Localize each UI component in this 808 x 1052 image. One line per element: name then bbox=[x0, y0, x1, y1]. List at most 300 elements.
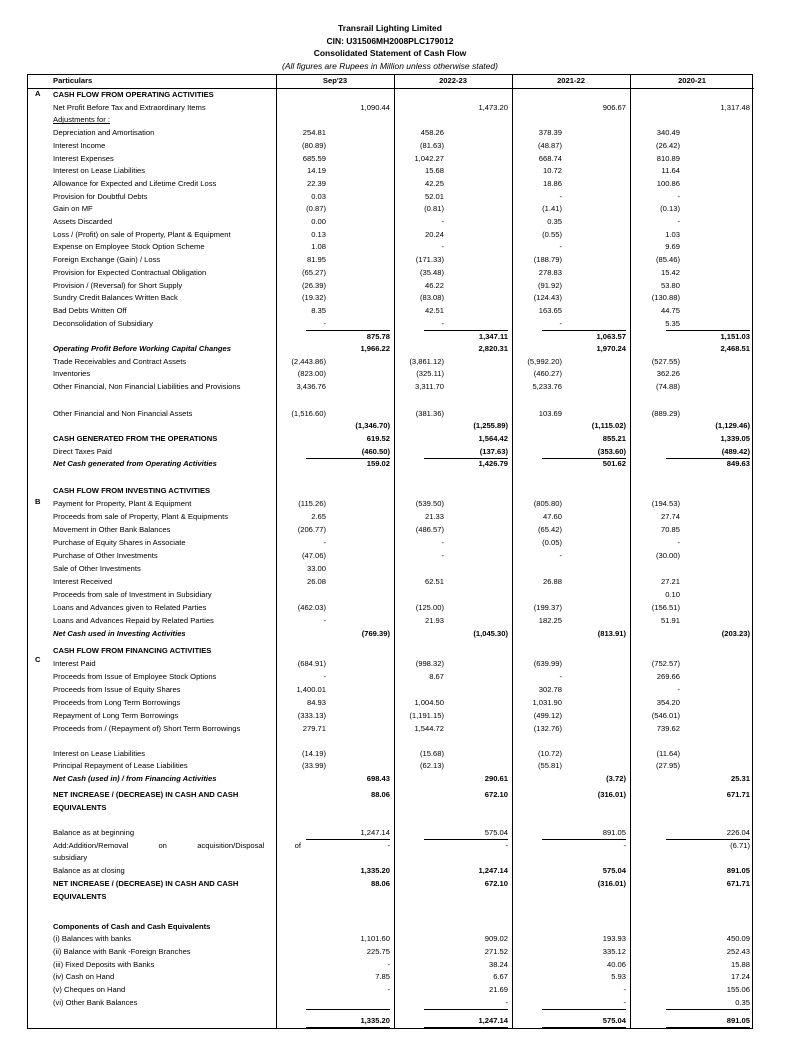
detail-value: 44.75 bbox=[660, 305, 680, 315]
detail-value: 11.64 bbox=[661, 166, 680, 176]
table-row bbox=[28, 802, 754, 815]
detail-value: (125.00) bbox=[415, 603, 444, 612]
column-header-particulars: Particulars bbox=[53, 76, 93, 85]
detail-value: (27.95) bbox=[655, 761, 680, 771]
total-value: 1,090.44 bbox=[360, 102, 390, 112]
detail-value: (546.01) bbox=[651, 711, 680, 720]
detail-value: (80.89) bbox=[301, 140, 326, 150]
detail-value: - bbox=[559, 242, 562, 252]
total-value: 15.88 bbox=[730, 959, 750, 969]
total-value: 1,101.60 bbox=[360, 934, 390, 944]
total-value: 21.69 bbox=[488, 985, 508, 994]
table-row bbox=[28, 921, 754, 934]
total-value: (489.42) bbox=[666, 446, 750, 459]
column-header-2021-22: 2021-22 bbox=[557, 76, 585, 85]
table-row bbox=[28, 420, 754, 433]
section-letter: C bbox=[35, 655, 41, 664]
total-value: - bbox=[623, 840, 626, 850]
detail-value: (26.42) bbox=[655, 140, 680, 150]
detail-value: (14.19) bbox=[301, 748, 326, 758]
detail-value: (0.55) bbox=[542, 229, 562, 239]
row-label: Proceeds from Long Term Borrowings bbox=[53, 698, 181, 707]
table-row bbox=[28, 628, 754, 641]
detail-value: - bbox=[677, 217, 680, 226]
detail-value: 668.74 bbox=[538, 153, 562, 163]
table-row bbox=[28, 254, 754, 267]
row-label: EQUIVALENTS bbox=[53, 802, 107, 812]
detail-value: (48.87) bbox=[537, 140, 562, 150]
detail-value: 739.62 bbox=[656, 724, 680, 733]
row-label: (vi) Other Bank Balances bbox=[53, 998, 138, 1007]
detail-value: 3,311.70 bbox=[415, 382, 444, 392]
row-label: (iv) Cash on Hand bbox=[53, 972, 115, 982]
section-letter: A bbox=[35, 89, 41, 98]
row-label: Interest Received bbox=[53, 577, 113, 586]
total-value: 271.52 bbox=[484, 946, 508, 956]
row-label: NET INCREASE / (DECREASE) IN CASH AND CASH bbox=[53, 878, 239, 888]
detail-value: - bbox=[323, 672, 326, 681]
detail-value: 81.95 bbox=[306, 255, 326, 265]
total-value: 891.05 bbox=[542, 827, 626, 840]
detail-value: (156.51) bbox=[651, 603, 680, 612]
total-value: 501.62 bbox=[602, 459, 626, 469]
total-value: - bbox=[424, 997, 508, 1010]
detail-value: 0.10 bbox=[665, 590, 680, 599]
detail-value: (30.00) bbox=[655, 551, 680, 560]
total-value: (6.71) bbox=[730, 840, 750, 850]
row-label: Allowance for Expected and Lifetime Credit Loss bbox=[53, 178, 217, 188]
row-label: CASH FLOW FROM INVESTING ACTIVITIES bbox=[53, 486, 211, 495]
detail-value: 100.86 bbox=[656, 178, 680, 188]
total-value: 875.78 bbox=[306, 330, 390, 343]
detail-value: 27.74 bbox=[660, 512, 680, 521]
total-value: 1,247.14 bbox=[478, 866, 508, 876]
total-value: 891.05 bbox=[726, 866, 750, 876]
table-row bbox=[28, 524, 754, 537]
total-value: 1,564.42 bbox=[478, 433, 508, 443]
row-label: (i) Balances with banks bbox=[53, 934, 132, 944]
total-value bbox=[306, 997, 390, 1010]
table-row bbox=[28, 458, 754, 471]
table-row bbox=[28, 645, 754, 658]
total-value: 290.61 bbox=[484, 773, 508, 783]
row-label: Gain on MF bbox=[53, 204, 93, 214]
table-row bbox=[28, 589, 754, 602]
table-row bbox=[28, 615, 754, 628]
table-row bbox=[28, 671, 754, 684]
detail-value: 278.83 bbox=[538, 267, 562, 277]
table-row bbox=[28, 408, 754, 421]
total-value: 672.10 bbox=[484, 878, 508, 888]
row-label: Payment for Property, Plant & Equipment bbox=[53, 499, 192, 508]
total-value: 1,335.20 bbox=[306, 1015, 390, 1028]
detail-value: (62.13) bbox=[419, 761, 444, 771]
total-value: 6.67 bbox=[493, 972, 508, 982]
table-row bbox=[28, 280, 754, 293]
detail-value: 3,436.76 bbox=[296, 382, 326, 392]
table-row bbox=[28, 684, 754, 697]
detail-value: (3,861.12) bbox=[409, 356, 444, 366]
table-row bbox=[28, 127, 754, 140]
total-value: (3.72) bbox=[606, 773, 626, 783]
detail-value: 26.88 bbox=[542, 577, 562, 586]
detail-value: 103.69 bbox=[538, 408, 562, 418]
row-label: EQUIVALENTS bbox=[53, 891, 107, 901]
total-value: 335.12 bbox=[602, 946, 626, 956]
detail-value: - bbox=[677, 538, 680, 547]
detail-value: (199.37) bbox=[533, 603, 562, 612]
table-row bbox=[28, 840, 754, 853]
detail-value: 254.81 bbox=[302, 128, 326, 138]
detail-value: 362.26 bbox=[656, 369, 680, 379]
total-value: 575.04 bbox=[424, 827, 508, 840]
detail-value: 2.65 bbox=[311, 512, 326, 521]
row-label: Trade Receivables and Contract Assets bbox=[53, 356, 187, 366]
table-row bbox=[28, 602, 754, 615]
total-value: 1,247.14 bbox=[306, 827, 390, 840]
statement-title: Consolidated Statement of Cash Flow bbox=[313, 48, 467, 58]
table-row bbox=[28, 267, 754, 280]
row-label: Proceeds from sale of Property, Plant & Equipments bbox=[53, 512, 229, 521]
total-value: (1,115.02) bbox=[591, 421, 626, 431]
table-row bbox=[28, 229, 754, 242]
total-value: 25.31 bbox=[730, 773, 750, 783]
detail-value: (823.00) bbox=[297, 369, 326, 379]
row-label: Net Profit Before Tax and Extraordinary Items bbox=[53, 102, 206, 112]
detail-value: 182.25 bbox=[538, 616, 562, 625]
table-row bbox=[28, 773, 754, 786]
row-label: Net Cash used in Investing Activities bbox=[53, 629, 186, 638]
row-label: Direct Taxes Paid bbox=[53, 446, 112, 456]
detail-value: (171.33) bbox=[415, 255, 444, 265]
total-value: 1,473.20 bbox=[478, 102, 508, 112]
detail-value: 0.35 bbox=[547, 217, 562, 226]
total-value: 2,820.31 bbox=[478, 344, 508, 353]
detail-value: (65.42) bbox=[537, 525, 562, 534]
table-row bbox=[28, 216, 754, 229]
table-row bbox=[28, 946, 754, 959]
detail-value: (805.80) bbox=[533, 499, 562, 508]
detail-value: 269.66 bbox=[656, 672, 680, 681]
detail-value: (5,992.20) bbox=[527, 356, 562, 366]
detail-value: - bbox=[559, 551, 562, 560]
row-label: Inventories bbox=[53, 369, 91, 379]
total-value: 0.35 bbox=[666, 997, 750, 1010]
detail-value: (19.32) bbox=[301, 293, 326, 303]
table-row bbox=[28, 723, 754, 736]
detail-value: 1,544.72 bbox=[414, 724, 444, 733]
detail-value: 53.80 bbox=[660, 280, 680, 290]
detail-value: 21.93 bbox=[424, 616, 444, 625]
row-label: Provision for Doubtful Debts bbox=[53, 191, 148, 201]
row-label: CASH GENERATED FROM THE OPERATIONS bbox=[53, 433, 218, 443]
row-label: Purchase of Other Investments bbox=[53, 551, 158, 560]
detail-value: (47.06) bbox=[301, 551, 326, 560]
units-note: (All figures are Rupees in Million unless otherwise stated) bbox=[282, 60, 498, 71]
table-row bbox=[28, 305, 754, 318]
row-label: Interest Income bbox=[53, 140, 106, 150]
row-label: Other Financial, Non Financial Liabilities and Provisions bbox=[53, 382, 241, 392]
detail-value: (333.13) bbox=[297, 711, 326, 720]
total-value: 619.52 bbox=[366, 433, 390, 443]
table-row bbox=[28, 203, 754, 216]
detail-value: - bbox=[677, 685, 680, 694]
detail-value: 70.85 bbox=[660, 525, 680, 534]
row-label: Bad Debts Written Off bbox=[53, 305, 127, 315]
total-value: 1,347.11 bbox=[424, 330, 508, 343]
column-header-2022-23: 2022-23 bbox=[439, 76, 467, 85]
table-row bbox=[28, 878, 754, 891]
total-value: - bbox=[505, 840, 508, 850]
detail-value: (65.27) bbox=[301, 267, 326, 277]
detail-value: 163.65 bbox=[538, 305, 562, 315]
row-label: Interest Expenses bbox=[53, 153, 114, 163]
table-row bbox=[28, 89, 754, 102]
column-header-sep23: Sep'23 bbox=[322, 76, 348, 85]
detail-value: (55.81) bbox=[537, 761, 562, 771]
detail-value: 9.69 bbox=[665, 242, 680, 252]
detail-value: 20.24 bbox=[424, 229, 444, 239]
detail-value: 1,042.27 bbox=[414, 153, 444, 163]
row-label: Provision for Expected Contractual Obligation bbox=[53, 267, 207, 277]
table-row bbox=[28, 865, 754, 878]
detail-value: (35.48) bbox=[419, 267, 444, 277]
total-value: (1,346.70) bbox=[355, 421, 390, 431]
total-value: - bbox=[387, 985, 390, 994]
table-row bbox=[28, 292, 754, 305]
detail-value: (124.43) bbox=[533, 293, 562, 303]
detail-value: 1.08 bbox=[311, 242, 326, 252]
table-row bbox=[28, 1015, 754, 1028]
total-value: 1,063.57 bbox=[542, 330, 626, 343]
total-value: (460.50) bbox=[306, 446, 390, 459]
detail-value: 84.93 bbox=[306, 698, 326, 707]
detail-value: - bbox=[559, 318, 562, 328]
row-label: CASH FLOW FROM FINANCING ACTIVITIES bbox=[53, 646, 212, 655]
detail-value: 5,233.76 bbox=[532, 382, 562, 392]
row-label: Loss / (Profit) on sale of Property, Plant & Equipment bbox=[53, 229, 231, 239]
detail-value: 1,400.01 bbox=[296, 685, 326, 694]
detail-value: (639.99) bbox=[533, 659, 562, 668]
detail-value: (1,191.15) bbox=[409, 711, 444, 720]
row-label: Loans and Advances given to Related Parties bbox=[53, 603, 207, 612]
total-value: 891.05 bbox=[666, 1015, 750, 1028]
detail-value: (91.92) bbox=[537, 280, 562, 290]
detail-value: - bbox=[323, 318, 326, 328]
table-row bbox=[28, 760, 754, 773]
row-label: Purchase of Equity Shares in Associate bbox=[53, 538, 186, 547]
total-value: 671.71 bbox=[726, 790, 750, 799]
row-label: Add:Addition/Removal on acquisition/Disposal of bbox=[53, 840, 301, 850]
total-value: 906.67 bbox=[602, 102, 626, 112]
total-value: 40.06 bbox=[606, 959, 626, 969]
row-label: Principal Repayment of Lease Liabilities bbox=[53, 761, 188, 771]
total-value: - bbox=[623, 985, 626, 994]
row-label: Proceeds from sale of Investment in Subsidiary bbox=[53, 590, 212, 599]
detail-value: (85.46) bbox=[655, 255, 680, 265]
total-value: 2,468.51 bbox=[720, 344, 750, 353]
detail-value: 340.49 bbox=[656, 128, 680, 138]
row-label: Depreciation and Amortisation bbox=[53, 128, 155, 138]
row-label: Balance as at beginning bbox=[53, 828, 135, 837]
total-value: 1,317.48 bbox=[720, 102, 750, 112]
total-value: 575.04 bbox=[602, 866, 626, 876]
row-label: Foreign Exchange (Gain) / Loss bbox=[53, 255, 161, 265]
table-row bbox=[28, 933, 754, 946]
row-label: Provision / (Reversal) for Short Supply bbox=[53, 280, 183, 290]
detail-value: (460.27) bbox=[533, 369, 562, 379]
table-row bbox=[28, 563, 754, 576]
total-value: 5.93 bbox=[611, 972, 626, 982]
table-row bbox=[28, 356, 754, 369]
total-value: (1,045.30) bbox=[473, 629, 508, 638]
detail-value: - bbox=[441, 217, 444, 226]
table-row bbox=[28, 330, 754, 343]
row-label: Loans and Advances Repaid by Related Parties bbox=[53, 616, 214, 625]
table-row bbox=[28, 165, 754, 178]
detail-value: (998.32) bbox=[415, 659, 444, 668]
detail-value: 33.00 bbox=[306, 564, 326, 573]
detail-value: (0.13) bbox=[660, 204, 680, 214]
row-label: CASH FLOW FROM OPERATING ACTIVITIES bbox=[53, 90, 214, 99]
table-row bbox=[28, 191, 754, 204]
column-header-row bbox=[28, 75, 754, 88]
section-letter: B bbox=[35, 497, 41, 506]
detail-value: (33.99) bbox=[301, 761, 326, 771]
total-value: 38.24 bbox=[488, 959, 508, 969]
row-label: Expense on Employee Stock Option Scheme bbox=[53, 242, 205, 252]
row-label: (ii) Balance with Bank -Foreign Branches bbox=[53, 946, 191, 956]
detail-value: 10.72 bbox=[542, 166, 562, 176]
detail-value: 354.20 bbox=[656, 698, 680, 707]
row-label: Movement in Other Bank Balances bbox=[53, 525, 171, 534]
detail-value: (462.03) bbox=[297, 603, 326, 612]
detail-value: (889.29) bbox=[651, 408, 680, 418]
row-label: Interest on Lease Liabilities bbox=[53, 748, 146, 758]
row-label: (iii) Fixed Deposits with Banks bbox=[53, 959, 155, 969]
table-row bbox=[28, 498, 754, 511]
total-value: 672.10 bbox=[484, 790, 508, 799]
detail-value: 42.51 bbox=[424, 305, 444, 315]
detail-value: (0.05) bbox=[542, 538, 562, 547]
detail-value: - bbox=[559, 672, 562, 681]
row-label: Adjustments for : bbox=[53, 115, 110, 125]
detail-value: (0.87) bbox=[306, 204, 326, 214]
table-row bbox=[28, 114, 754, 127]
detail-value: - bbox=[559, 191, 562, 201]
detail-value: 0.00 bbox=[311, 217, 326, 226]
detail-value: 1,004.50 bbox=[414, 698, 444, 707]
total-value: (1,255.89) bbox=[473, 421, 508, 431]
total-value: (137.63) bbox=[424, 446, 508, 459]
total-value: (1,129.46) bbox=[715, 421, 750, 431]
detail-value: 458.26 bbox=[420, 128, 444, 138]
total-value: 671.71 bbox=[726, 878, 750, 888]
detail-value: 52.01 bbox=[424, 191, 444, 201]
table-row bbox=[28, 343, 754, 356]
detail-value: 22.39 bbox=[306, 178, 326, 188]
detail-value: - bbox=[677, 191, 680, 201]
table-row bbox=[28, 710, 754, 723]
detail-value: (188.79) bbox=[533, 255, 562, 265]
row-label: Proceeds from Issue of Equity Shares bbox=[53, 685, 181, 694]
detail-value: (11.64) bbox=[656, 748, 680, 758]
total-value: 909.02 bbox=[484, 934, 508, 944]
detail-value: (132.76) bbox=[533, 724, 562, 733]
detail-value: 0.03 bbox=[311, 191, 326, 201]
detail-value: (115.26) bbox=[298, 499, 326, 508]
table-row bbox=[28, 537, 754, 550]
row-label: Components of Cash and Cash Equivalents bbox=[53, 921, 211, 931]
row-label: Interest on Lease Liabilities bbox=[53, 166, 146, 176]
row-label: Repayment of Long Term Borrowings bbox=[53, 711, 179, 720]
cash-flow-table bbox=[27, 74, 753, 1029]
detail-value: (26.39) bbox=[301, 280, 326, 290]
table-row bbox=[28, 748, 754, 761]
table-row bbox=[28, 959, 754, 972]
row-label: Sale of Other Investments bbox=[53, 564, 141, 573]
detail-value: (381.36) bbox=[415, 408, 444, 418]
detail-value: 51.91 bbox=[660, 616, 680, 625]
table-row bbox=[28, 381, 754, 394]
detail-value: 5.35 bbox=[665, 318, 680, 328]
table-row bbox=[28, 318, 754, 331]
detail-value: (1.41) bbox=[542, 204, 562, 214]
row-label: Sundry Credit Balances Written Back bbox=[53, 293, 178, 303]
detail-value: (539.50) bbox=[415, 499, 444, 508]
detail-value: - bbox=[323, 538, 326, 547]
total-value: 88.06 bbox=[370, 790, 390, 799]
detail-value: (527.55) bbox=[651, 356, 680, 366]
total-value: 193.93 bbox=[602, 934, 626, 944]
total-value: 1,151.03 bbox=[666, 330, 750, 343]
total-value: 849.63 bbox=[726, 459, 750, 469]
total-value: - bbox=[542, 997, 626, 1010]
table-row bbox=[28, 446, 754, 459]
table-row bbox=[28, 697, 754, 710]
total-value: 17.24 bbox=[730, 972, 750, 982]
total-value: 698.43 bbox=[366, 773, 390, 783]
total-value: 7.85 bbox=[375, 972, 390, 982]
total-value: 159.02 bbox=[366, 459, 390, 469]
total-value: (203.23) bbox=[721, 629, 750, 638]
detail-value: (2,443.86) bbox=[291, 356, 326, 366]
detail-value: (130.88) bbox=[651, 293, 680, 303]
detail-value: (15.68) bbox=[419, 748, 444, 758]
table-row bbox=[28, 576, 754, 589]
detail-value: (74.88) bbox=[655, 382, 680, 392]
table-row bbox=[28, 241, 754, 254]
total-value: (316.01) bbox=[597, 878, 626, 888]
table-row bbox=[28, 102, 754, 115]
detail-value: 26.08 bbox=[306, 577, 326, 586]
total-value: 1,339.05 bbox=[720, 433, 750, 443]
detail-value: 685.59 bbox=[302, 153, 326, 163]
detail-value: 279.71 bbox=[302, 724, 326, 733]
detail-value: 1,031.90 bbox=[532, 698, 562, 707]
table-row bbox=[28, 997, 754, 1010]
detail-value: (0.81) bbox=[424, 204, 444, 214]
detail-value: (206.77) bbox=[297, 525, 326, 534]
detail-value: 1.03 bbox=[665, 229, 680, 239]
detail-value: (486.57) bbox=[415, 525, 444, 534]
detail-value: - bbox=[441, 318, 444, 328]
company-name: Transrail Lighting Limited bbox=[338, 23, 442, 33]
row-label: Operating Profit Before Working Capital Changes bbox=[53, 344, 231, 353]
table-row bbox=[28, 153, 754, 166]
detail-value: (83.08) bbox=[419, 293, 444, 303]
table-row bbox=[28, 485, 754, 498]
